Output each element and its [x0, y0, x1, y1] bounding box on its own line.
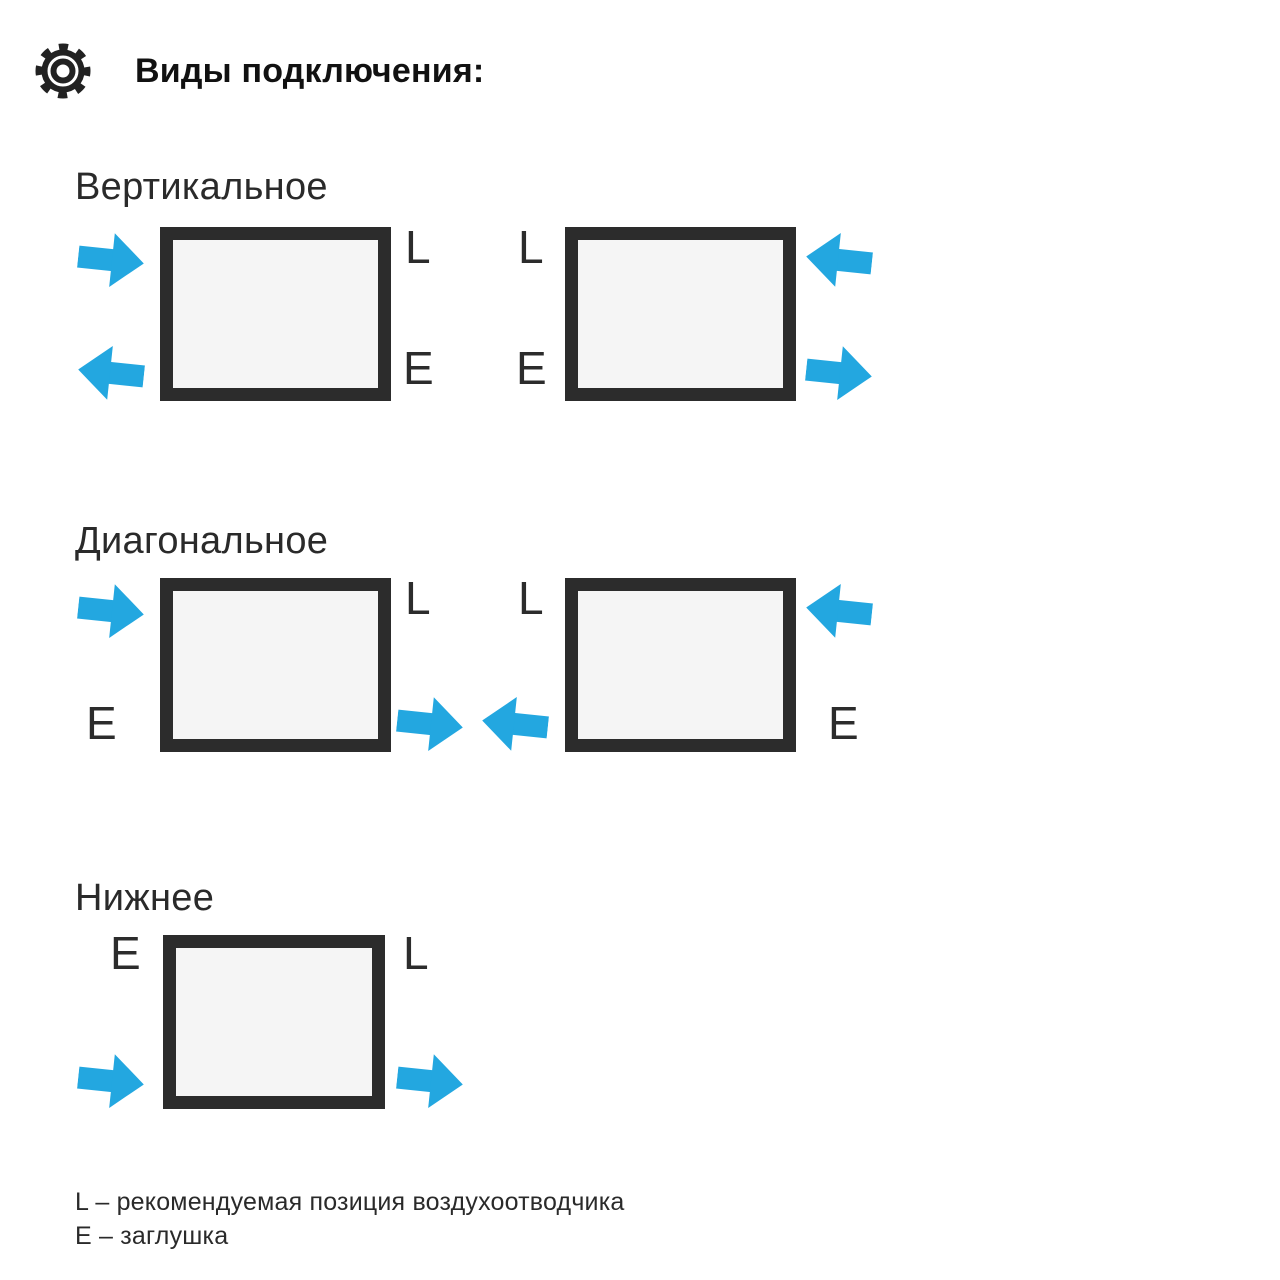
section-title-vertical: Вертикальное: [75, 166, 328, 208]
gear-icon: [32, 40, 94, 102]
page-title: Виды подключения:: [135, 52, 485, 90]
outlet-arrow-icon: [479, 690, 551, 759]
outlet-arrow-icon: [394, 690, 466, 759]
radiator-outline: [163, 935, 385, 1109]
inlet-arrow-icon: [75, 226, 147, 295]
radiator-outline: [565, 578, 796, 752]
port-label-l: L: [405, 221, 431, 273]
port-label-e: E: [828, 697, 859, 749]
port-label-l: L: [518, 572, 544, 624]
outlet-arrow-icon: [75, 339, 147, 408]
port-label-l: L: [405, 572, 431, 624]
inlet-arrow-icon: [75, 1047, 147, 1116]
inlet-arrow-icon: [75, 577, 147, 646]
port-label-e: E: [403, 342, 434, 394]
legend-line-l: L – рекомендуемая позиция воздухоотводчика: [75, 1188, 625, 1216]
port-label-l: L: [403, 927, 429, 979]
port-label-l: L: [518, 221, 544, 273]
section-title-bottom: Нижнее: [75, 877, 215, 919]
port-label-e: E: [110, 927, 141, 979]
section-title-diagonal: Диагональное: [75, 520, 329, 562]
outlet-arrow-icon: [394, 1047, 466, 1116]
radiator-outline: [160, 227, 391, 401]
inlet-arrow-icon: [803, 577, 875, 646]
inlet-arrow-icon: [803, 226, 875, 295]
port-label-e: E: [86, 697, 117, 749]
outlet-arrow-icon: [803, 339, 875, 408]
port-label-e: E: [516, 342, 547, 394]
legend-line-e: E – заглушка: [75, 1222, 229, 1250]
radiator-outline: [160, 578, 391, 752]
radiator-outline: [565, 227, 796, 401]
